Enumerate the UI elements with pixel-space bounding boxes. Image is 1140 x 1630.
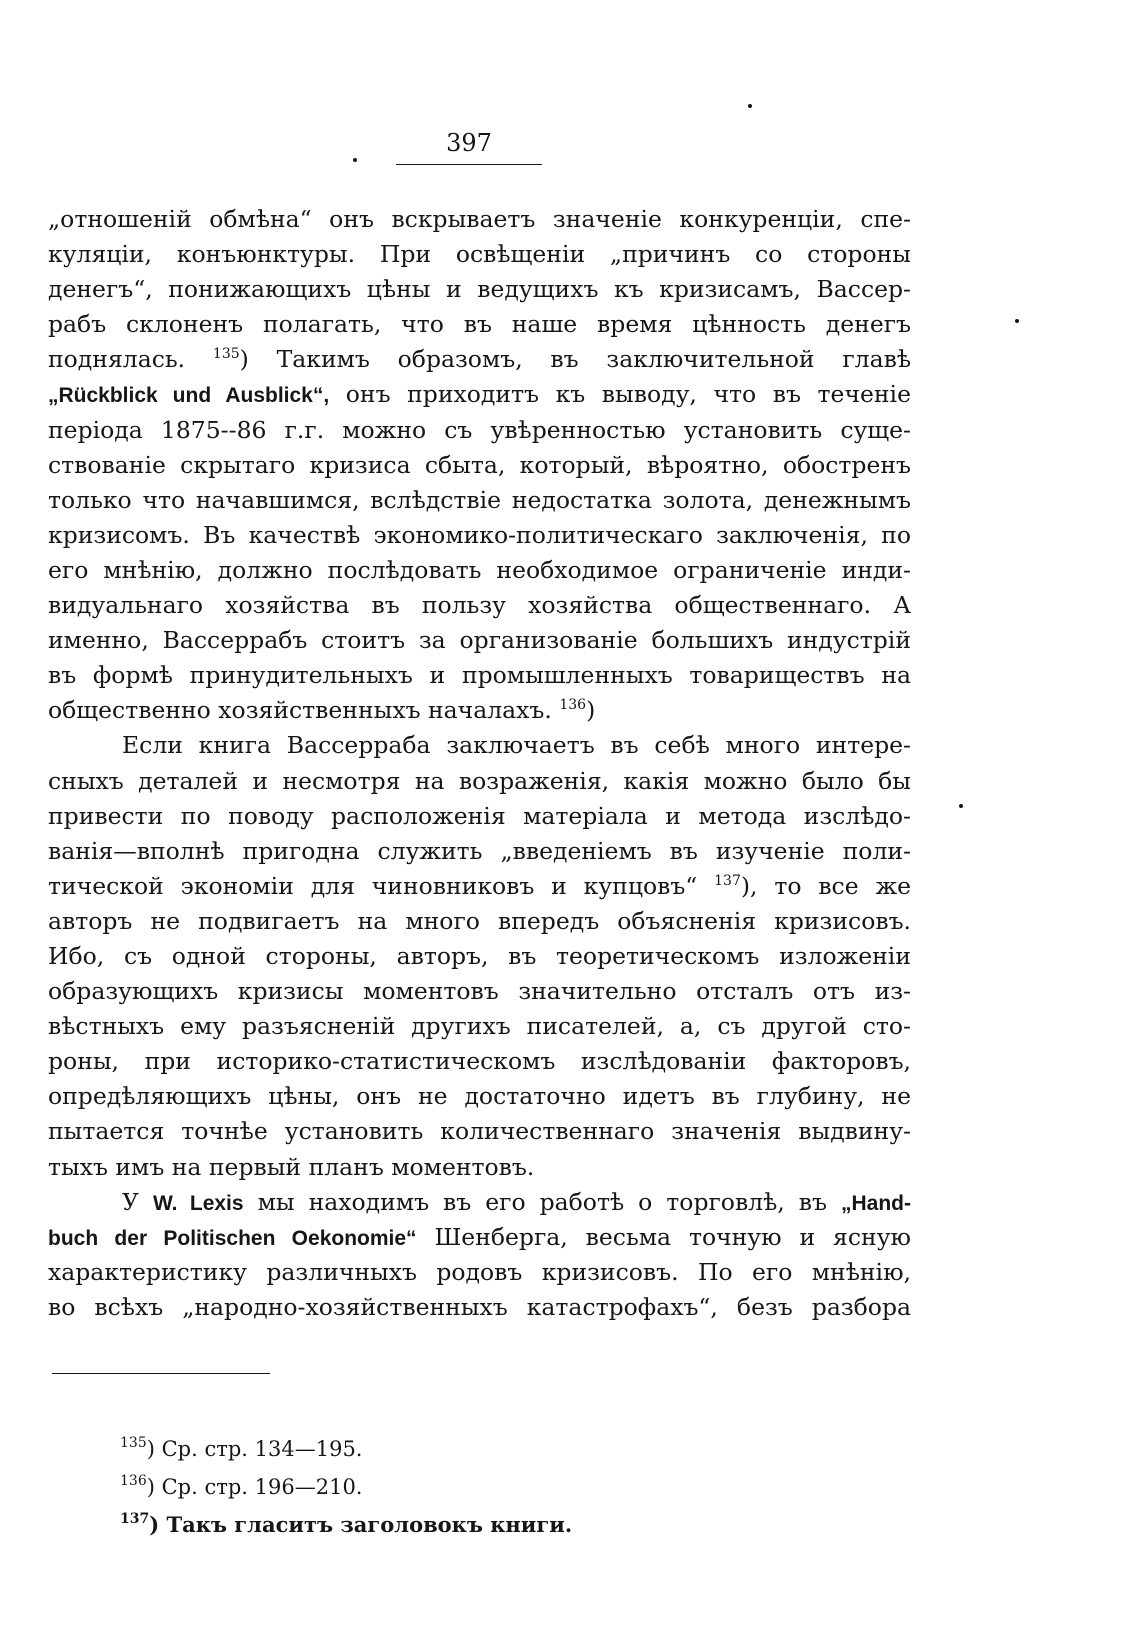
footnote-ref-137: 137 (714, 872, 741, 889)
footnote-137: $^{137}$) Такъ гласитъ заголовокъ книги. (120, 1511, 573, 1537)
speck (748, 104, 752, 108)
text-line: роны, при историко-статистическомъ изслѣдованіи факторовъ, (48, 1047, 911, 1076)
footnote-136: $^{136}$) Ср. стр. 196—210. (120, 1473, 363, 1499)
text-line: кризисомъ. Въ качествѣ экономико-политическаго заключенія, по (48, 520, 911, 549)
text-line: денегъ“, понижающихъ цѣны и ведущихъ къ кризисамъ, Вассер- (48, 275, 911, 304)
text-line: ствованіе скрытаго кризиса сбыта, который, вѣроятно, обостренъ (48, 450, 911, 479)
text-line: куляціи, конъюнктуры. При освѣщеніи „причинъ со стороны (48, 240, 911, 269)
text-line: buch der Politischen Oekonomie“ Шенберга, весьма точную и ясную (48, 1222, 911, 1251)
text-line: авторъ не подвигаетъ на много впередъ объясненія кризисовъ. (48, 906, 911, 935)
speck (353, 158, 357, 162)
text-line: „отношеній обмѣна“ онъ вскрываетъ значеніе конкуренціи, спе- (48, 205, 911, 233)
text-line: тической экономіи для чиновниковъ и купцовъ“ $^{137}$), то все же (48, 871, 911, 900)
text-line: въ формѣ принудительныхъ и промышленныхъ товариществъ на (48, 661, 911, 690)
text-line: сныхъ деталей и несмотря на возраженія, какія можно было бы (48, 766, 911, 795)
text-line: „Rückblick und Ausblick“, онъ приходитъ къ выводу, что въ теченіе (48, 380, 911, 409)
text-line: видуальнаго хозяйства въ пользу хозяйства общественнаго. А (48, 591, 911, 620)
text-line: вѣстныхъ ему разъясненій другихъ писателей, а, съ другой сто- (48, 1012, 911, 1041)
footnote-ref-136: 136 (559, 697, 587, 714)
text-line: общественно хозяйственныхъ началахъ. $^{136}$) (48, 696, 596, 725)
text-line: Ибо, съ одной стороны, авторъ, въ теоретическомъ изложеніи (48, 941, 911, 970)
text-line: періода 1875--86 г.г. можно съ увѣренностью установить суще- (48, 415, 911, 444)
text-line: пытается точнѣе установить количественнаго значенія выдвину- (48, 1117, 911, 1146)
text-line: образующихъ кризисы моментовъ значительно отсталъ отъ из- (48, 977, 911, 1006)
text-line: во всѣхъ „народно-хозяйственныхъ катастрофахъ“, безъ разбора (48, 1292, 911, 1321)
footnotes (120, 1430, 572, 1544)
text-line: Если книга Вассерраба заключаетъ въ себѣ много интере- (122, 731, 911, 760)
speck (959, 804, 963, 808)
footnote-rule (52, 1373, 270, 1374)
footnote-135: $^{135}$) Ср. стр. 134—195. (120, 1435, 363, 1461)
text-line: У W. Lexis мы находимъ въ его работѣ о торговлѣ, въ „Hand- (122, 1187, 911, 1216)
text-line: привести по поводу расположенія матеріала и метода изслѣдо- (48, 801, 911, 830)
text-line: именно, Вассеррабъ стоитъ за организованіе большихъ индустрій (48, 626, 911, 655)
footnote-ref-135: 135 (212, 346, 240, 363)
page-number: 397 (446, 129, 492, 157)
text-line: характеристику различныхъ родовъ кризисовъ. По его мнѣнію, (48, 1257, 911, 1286)
text-line: рабъ склоненъ полагать, что въ наше время цѣнность денегъ (48, 310, 911, 339)
speck (1015, 319, 1019, 323)
text-line: ванія—вполнѣ пригодна служить „введеніемъ въ изученіе поли- (48, 836, 911, 865)
body-text (48, 202, 911, 1325)
text-line: его мнѣнію, должно послѣдовать необходимое ограниченіе инди- (48, 555, 911, 584)
text-line: опредѣляющихъ цѣны, онъ не достаточно идетъ въ глубину, не (48, 1082, 911, 1111)
header-rule (396, 164, 542, 165)
text-line: только что начавшимся, вслѣдствіе недостатка золота, денежнымъ (48, 485, 911, 514)
text-line: тыхъ имъ на первый планъ моментовъ. (48, 1152, 535, 1181)
text-line: поднялась. $^{135}$) Такимъ образомъ, въ заключительной главѣ (48, 345, 912, 374)
